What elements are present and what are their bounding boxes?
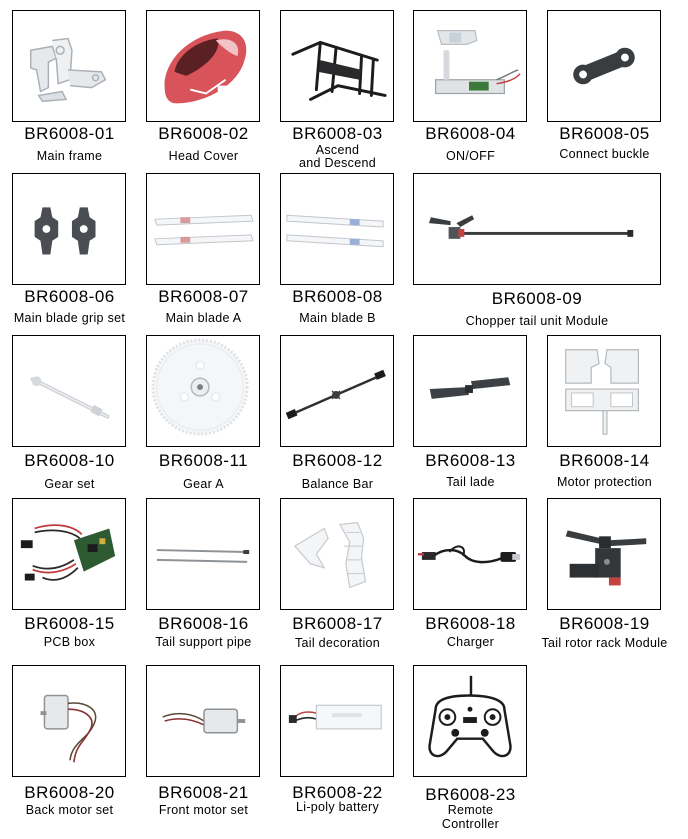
part-name: Head Cover (168, 149, 239, 163)
part-photo (413, 10, 527, 122)
part-code: BR6008-19 (559, 614, 650, 633)
part-photo (280, 665, 394, 777)
part-photo (12, 173, 126, 285)
part-code: BR6008-01 (24, 124, 115, 143)
part-photo (413, 335, 527, 447)
part-photo (280, 498, 394, 610)
part-br6008-09 (413, 173, 661, 333)
part-name: Main frame (36, 149, 103, 163)
part-name: Li-poly battery (295, 800, 379, 814)
part-code: BR6008-09 (491, 289, 583, 308)
main-blade-b-icon (281, 174, 393, 284)
part-code: BR6008-22 (292, 783, 383, 802)
part-br6008-22 (280, 665, 395, 825)
tail-unit-icon (414, 174, 660, 284)
part-photo (413, 498, 527, 610)
part-photo (547, 335, 661, 447)
front-motor-icon (147, 666, 259, 776)
part-photo (547, 498, 661, 610)
part-br6008-08 (280, 173, 395, 333)
part-br6008-10 (12, 335, 127, 495)
part-br6008-04 (413, 10, 528, 170)
part-br6008-23 (413, 665, 528, 835)
back-motor-icon (13, 666, 125, 776)
remote-controller-icon (414, 666, 526, 776)
blade-grip-icon (13, 174, 125, 284)
part-code: BR6008-06 (24, 287, 115, 306)
part-name-line2: and Descend (299, 156, 376, 170)
part-br6008-21 (146, 665, 261, 825)
part-name: Tail rotor rack Module (541, 636, 668, 650)
part-br6008-01 (12, 10, 127, 170)
part-br6008-11 (146, 335, 261, 495)
part-name: Tail decoration (294, 636, 381, 650)
part-code: BR6008-13 (425, 451, 516, 470)
part-name: Balance Bar (301, 477, 374, 491)
part-code: BR6008-07 (158, 287, 249, 306)
main-blade-a-icon (147, 174, 259, 284)
part-br6008-07 (146, 173, 261, 333)
part-photo (280, 335, 394, 447)
part-br6008-05 (547, 10, 662, 170)
part-code: BR6008-14 (559, 451, 650, 470)
part-name: Front motor set (158, 803, 249, 817)
part-code: BR6008-20 (24, 783, 115, 802)
part-photo (146, 173, 260, 285)
part-br6008-12 (280, 335, 395, 495)
part-code: BR6008-03 (292, 124, 383, 143)
switch-board-icon (414, 11, 526, 121)
part-name: Gear set (44, 477, 95, 491)
part-name: Main blade A (165, 311, 242, 325)
landing-skid-icon (281, 11, 393, 121)
part-code: BR6008-23 (425, 785, 516, 804)
tail-rotor-rack-icon (548, 499, 660, 609)
part-br6008-20 (12, 665, 127, 825)
part-photo (12, 665, 126, 777)
part-photo (146, 335, 260, 447)
part-code: BR6008-18 (425, 614, 516, 633)
tail-blade-icon (414, 336, 526, 446)
part-br6008-19 (541, 498, 668, 658)
part-br6008-15 (12, 498, 127, 658)
part-name: Gear A (183, 477, 224, 491)
part-photo (146, 498, 260, 610)
part-br6008-13 (413, 335, 528, 495)
part-name: Tail lade (446, 475, 495, 489)
part-name: Main blade B (299, 311, 376, 325)
main-frame-icon (13, 11, 125, 121)
part-photo (280, 10, 394, 122)
part-name-line2: Controller (441, 817, 500, 831)
tail-decoration-icon (281, 499, 393, 609)
part-br6008-06 (12, 173, 127, 333)
part-code: BR6008-10 (24, 451, 115, 470)
part-br6008-16 (146, 498, 261, 658)
part-photo (413, 665, 527, 777)
part-code: BR6008-15 (24, 614, 115, 633)
part-photo (146, 10, 260, 122)
connect-buckle-icon (548, 11, 660, 121)
gear-a-icon (147, 336, 259, 446)
part-br6008-18 (413, 498, 528, 658)
battery-icon (281, 666, 393, 776)
gear-set-icon (13, 336, 125, 446)
part-name: Back motor set (25, 803, 114, 817)
part-name: Main blade grip set (13, 311, 126, 325)
part-photo (12, 335, 126, 447)
part-code: BR6008-11 (158, 451, 249, 470)
tail-support-pipe-icon (147, 499, 259, 609)
motor-protection-icon (548, 336, 660, 446)
part-br6008-17 (280, 498, 395, 658)
pcb-box-icon (13, 499, 125, 609)
part-name: Motor protection (556, 475, 653, 489)
part-name: Chopper tail unit Module (465, 314, 609, 328)
part-name: Charger (446, 635, 495, 649)
part-photo (12, 498, 126, 610)
part-code: BR6008-02 (158, 124, 249, 143)
part-name: Remote (447, 803, 494, 817)
part-photo (413, 173, 661, 285)
part-name: Connect buckle (559, 147, 650, 161)
part-name: ON/OFF (445, 149, 496, 163)
part-br6008-03 (280, 10, 395, 170)
part-name: Ascend (315, 143, 360, 157)
part-code: BR6008-05 (559, 124, 650, 143)
part-name: PCB box (43, 635, 96, 649)
part-photo (12, 10, 126, 122)
charger-icon (414, 499, 526, 609)
part-code: BR6008-16 (158, 614, 249, 633)
part-photo (280, 173, 394, 285)
part-code: BR6008-12 (292, 451, 383, 470)
part-photo (547, 10, 661, 122)
part-br6008-14 (547, 335, 662, 495)
part-code: BR6008-21 (158, 783, 249, 802)
balance-bar-icon (281, 336, 393, 446)
part-code: BR6008-04 (425, 124, 516, 143)
part-photo (146, 665, 260, 777)
part-name: Tail support pipe (155, 635, 252, 649)
part-code: BR6008-17 (292, 614, 383, 633)
part-code: BR6008-08 (292, 287, 383, 306)
part-br6008-02 (146, 10, 261, 170)
head-cover-icon (147, 11, 259, 121)
